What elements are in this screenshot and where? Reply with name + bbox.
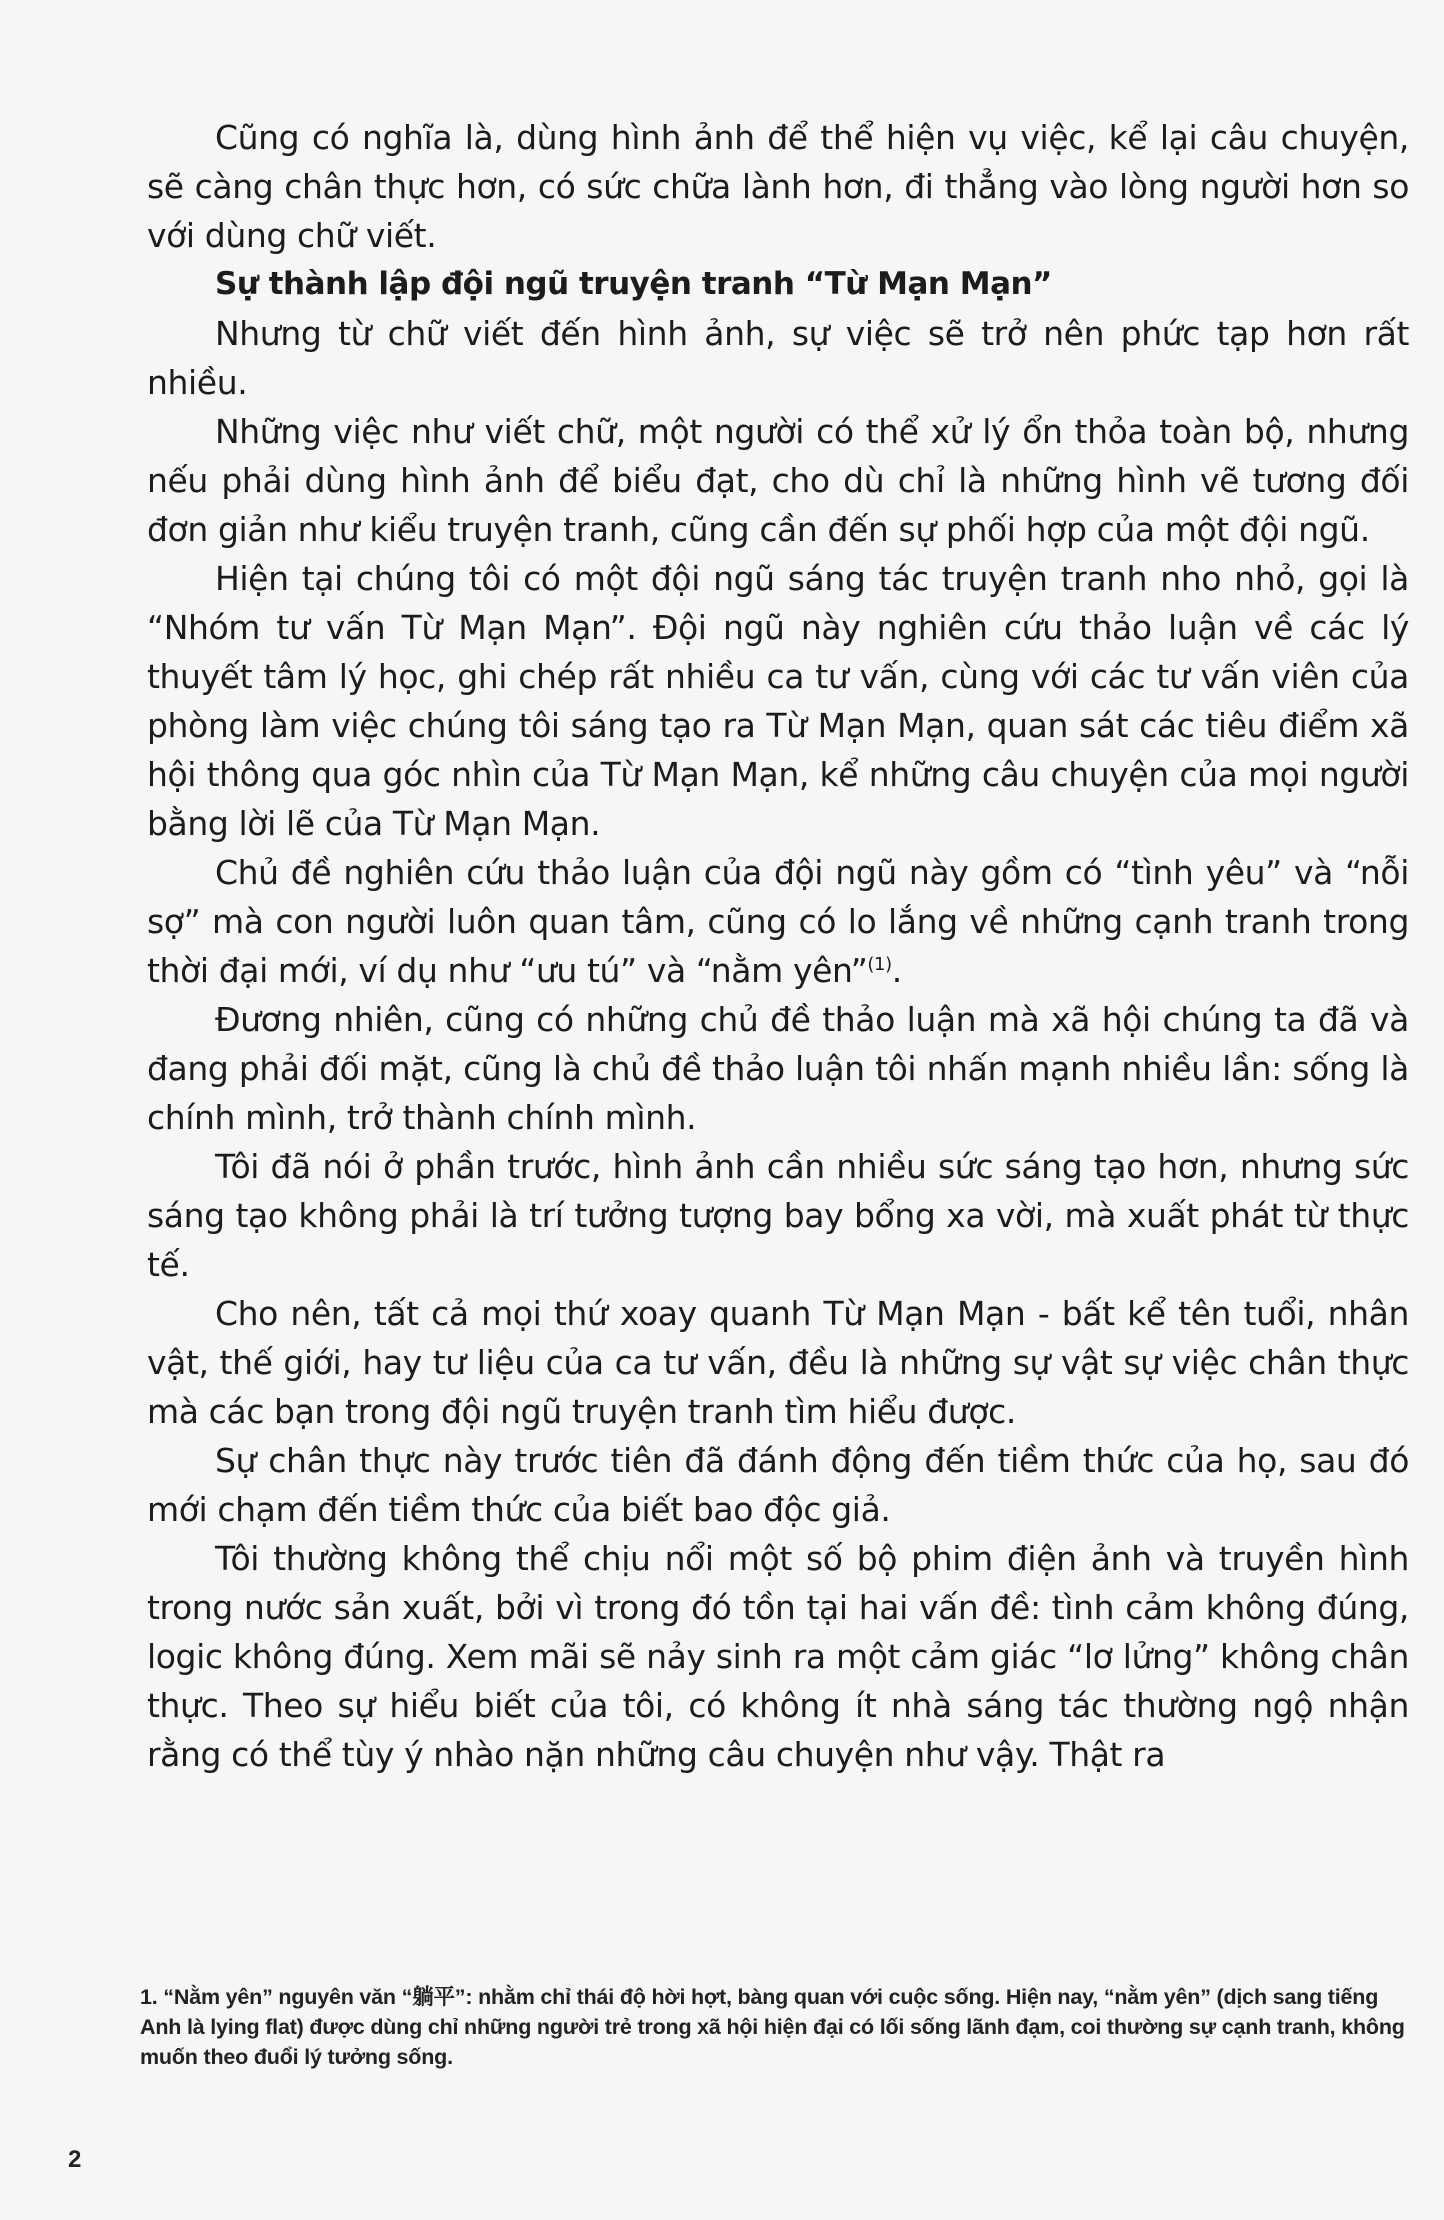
- paragraph: Tôi đã nói ở phần trước, hình ảnh cần nhiều sức sáng tạo hơn, nhưng sức sáng tạo không phải là trí tưởng tượng bay bổng xa vời, mà xuất phát từ thực tế.: [147, 1147, 1409, 1284]
- paragraph: Cho nên, tất cả mọi thứ xoay quanh Từ Mạn Mạn - bất kể tên tuổi, nhân vật, thế giới, hay tư liệu của ca tư vấn, đều là những sự vật sự việc chân thực mà các bạn trong đội ngũ truyện tranh tìm hiểu được.: [147, 1294, 1409, 1431]
- paragraph: Tôi thường không thể chịu nổi một số bộ phim điện ảnh và truyền hình trong nước sản xuất, bởi vì trong đó tồn tại hai vấn đề: tình cảm không đúng, logic không đúng. Xem mãi sẽ nảy sinh ra một cảm giác “lơ lửng” không chân thực. Theo sự hiểu biết của tôi, có không ít nhà sáng tác thường ngộ nhận rằng có thể tùy ý nhào nặn những câu chuyện như vậy. Thật ra: [147, 1539, 1409, 1774]
- footnote-marker: (1): [867, 954, 892, 975]
- paragraph: Đương nhiên, cũng có những chủ đề thảo luận mà xã hội chúng ta đã và đang phải đối mặt, cũng là chủ đề thảo luận tôi nhấn mạnh nhiều lần: sống là chính mình, trở thành chính mình.: [147, 1000, 1409, 1137]
- page-number: 2: [68, 2146, 82, 2173]
- paragraph: Sự chân thực này trước tiên đã đánh động đến tiềm thức của họ, sau đó mới chạm đến tiềm thức của biết bao độc giả.: [147, 1441, 1409, 1529]
- paragraph: Những việc như viết chữ, một người có thể xử lý ổn thỏa toàn bộ, nhưng nếu phải dùng hình ảnh để biểu đạt, cho dù chỉ là những hình vẽ tương đối đơn giản như kiểu truyện tranh, cũng cần đến sự phối hợp của một đội ngũ.: [147, 412, 1409, 549]
- section-heading: Sự thành lập đội ngũ truyện tranh “Từ Mạn Mạn”: [215, 266, 1052, 302]
- paragraph-text: Chủ đề nghiên cứu thảo luận của đội ngũ này gồm có “tình yêu” và “nỗi sợ” mà con người luôn quan tâm, cũng có lo lắng về những cạnh tranh trong thời đại mới, ví dụ như “ưu tú” và “nằm yên”: [147, 853, 1409, 990]
- paragraph: Nhưng từ chữ viết đến hình ảnh, sự việc sẽ trở nên phức tạp hơn rất nhiều.: [147, 314, 1409, 402]
- paragraph-with-footnote: [147, 848, 1409, 995]
- paragraph-intro: Cũng có nghĩa là, dùng hình ảnh để thể hiện vụ việc, kể lại câu chuyện, sẽ càng chân thực hơn, có sức chữa lành hơn, đi thẳng vào lòng người hơn so với dùng chữ viết.: [147, 118, 1409, 255]
- footnote: 1. “Nằm yên” nguyên văn “躺平”: nhằm chỉ thái độ hời hợt, bàng quan với cuộc sống. Hiện nay, “nằm yên” (dịch sang tiếng Anh là lying flat) được dùng chỉ những người trẻ trong xã hội hiện đại có lối sống lãnh đạm, coi thường sự cạnh tranh, không muốn theo đuổi lý tưởng sống.: [140, 1985, 1405, 2069]
- paragraph-end-punct: .: [891, 951, 902, 990]
- main-text: [147, 113, 1409, 1779]
- paragraph: Hiện tại chúng tôi có một đội ngũ sáng tác truyện tranh nho nhỏ, gọi là “Nhóm tư vấn Từ Mạn Mạn”. Đội ngũ này nghiên cứu thảo luận về các lý thuyết tâm lý học, ghi chép rất nhiều ca tư vấn, cùng với các tư vấn viên của phòng làm việc chúng tôi sáng tạo ra Từ Mạn Mạn, quan sát các tiêu điểm xã hội thông qua góc nhìn của Từ Mạn Mạn, kể những câu chuyện của mọi người bằng lời lẽ của Từ Mạn Mạn.: [147, 559, 1409, 843]
